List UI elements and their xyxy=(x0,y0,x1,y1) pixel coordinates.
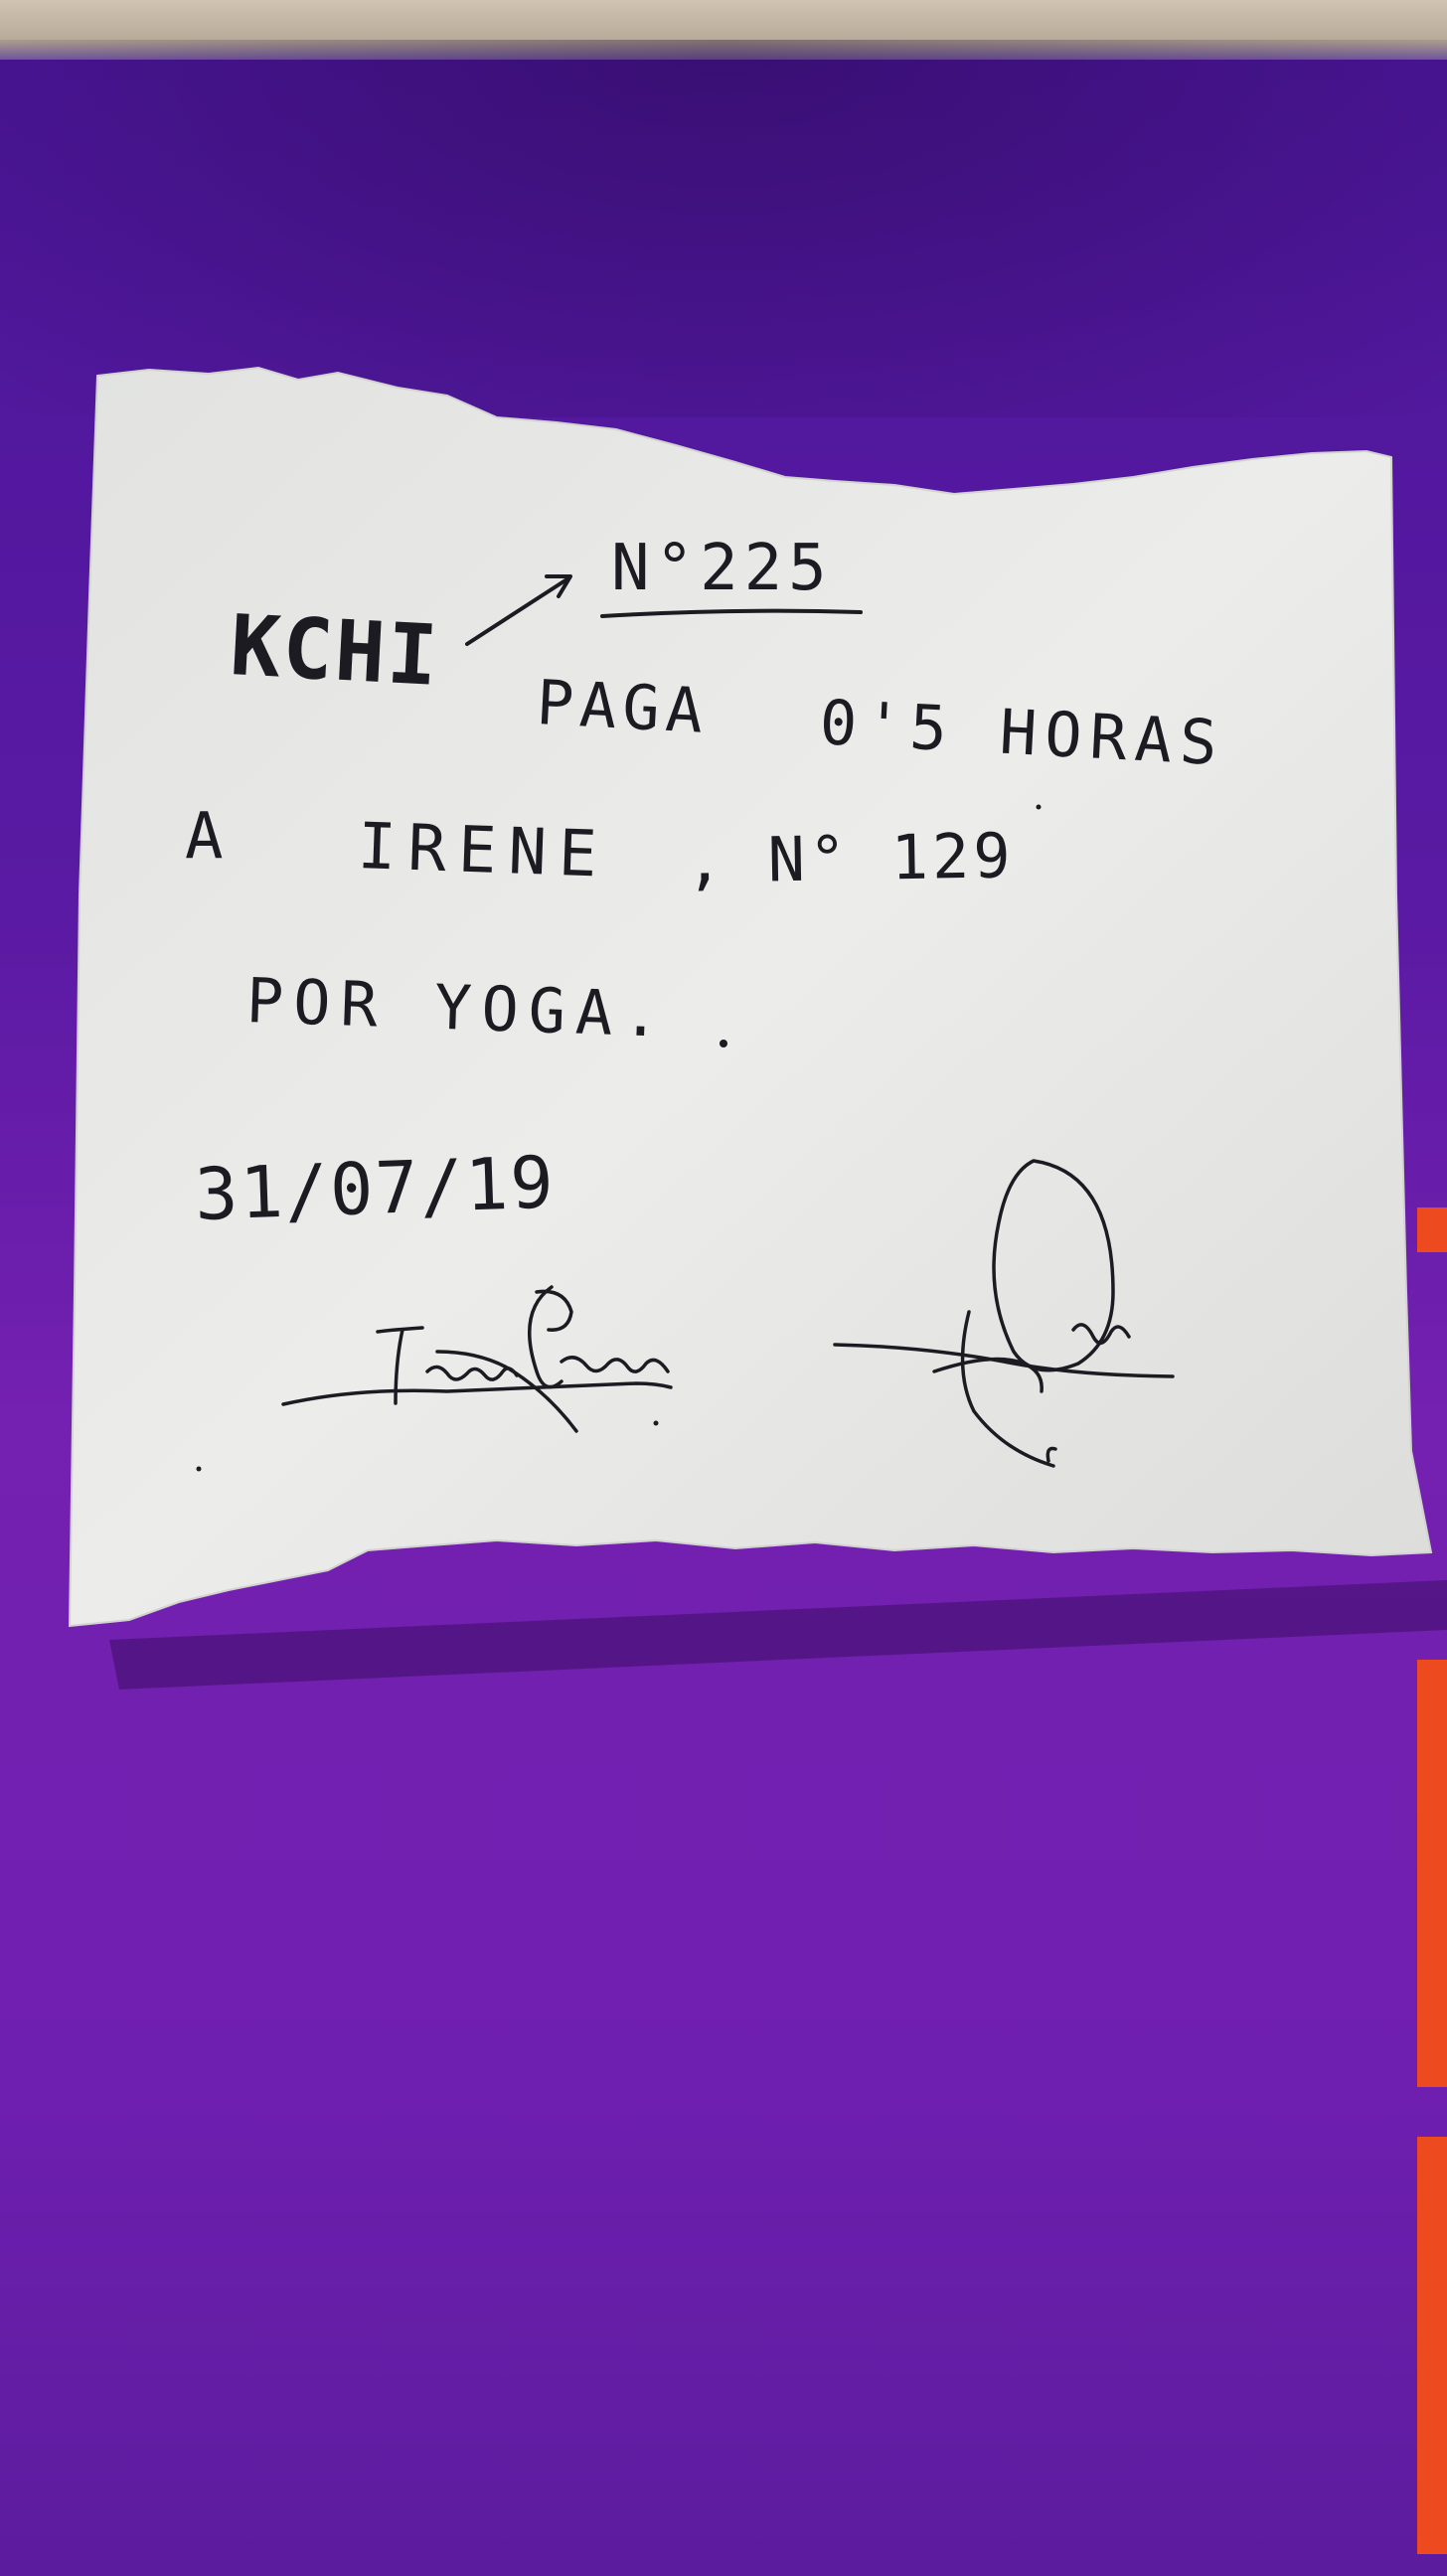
paper-shadow xyxy=(109,1580,1447,1690)
note-recipient-prefix: A xyxy=(185,800,230,874)
note-hours: 0'5 HORAS xyxy=(818,686,1227,780)
note-to-number: N°225 xyxy=(611,532,833,605)
note-recipient-number: , N° 129 xyxy=(685,819,1016,897)
note-from: KCHI xyxy=(228,596,442,705)
note-recipient: IRENE xyxy=(356,810,610,892)
note-reason: POR YOGA. xyxy=(244,964,671,1051)
note-date: 31/07/19 xyxy=(193,1140,558,1236)
note-action: PAGA xyxy=(535,666,711,748)
